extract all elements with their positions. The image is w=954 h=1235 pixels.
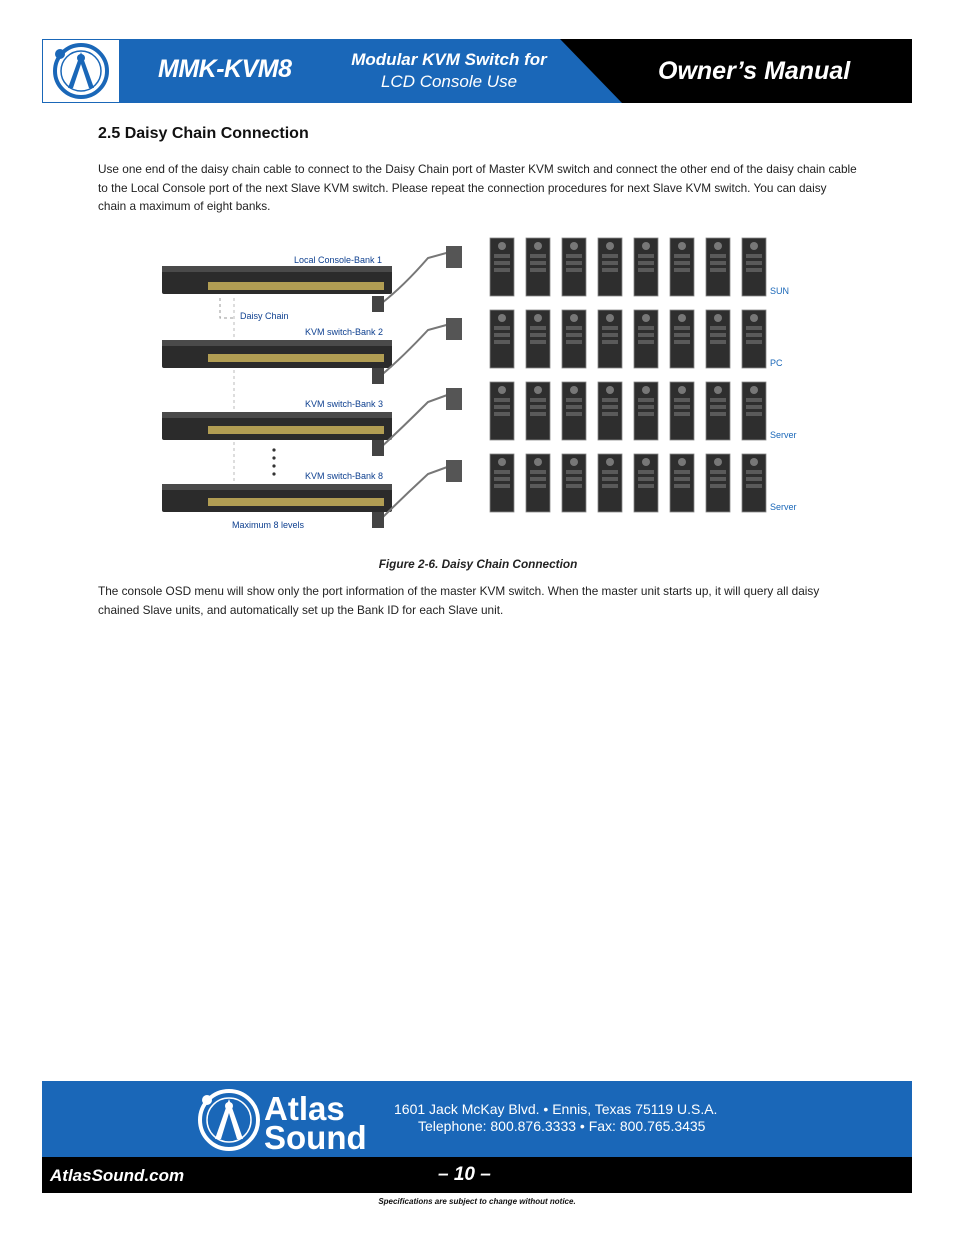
- tower-computer-icon: [562, 310, 586, 368]
- osd-paragraph: The console OSD menu will show only the port information of the master KVM switch. When the master unit starts up, it will query all daisy chained Slave units, and automatically set up the Bank ID for each Slave unit.: [98, 584, 820, 617]
- tower-computer-icon: [742, 310, 766, 368]
- tower-computer-icon: [526, 454, 550, 512]
- page-header: [42, 39, 912, 103]
- brand-sound: Sound: [264, 1119, 367, 1153]
- computer-towers: [490, 238, 766, 512]
- intro-paragraph: Use one end of the daisy chain cable to connect to the Daisy Chain port of Master KVM switch and connect the other end of the daisy chain cable to the Local Console port of the next Slave KVM switch. Please repeat the connection procedures for next Slave KVM switch. You can daisy chain a maximum of eight banks.: [98, 162, 857, 213]
- tower-computer-icon: [670, 382, 694, 440]
- tower-computer-icon: [562, 238, 586, 296]
- tower-computer-icon: [742, 382, 766, 440]
- row-label-server-2: Server: [770, 502, 797, 512]
- tower-computer-icon: [706, 310, 730, 368]
- label-max-levels: Maximum 8 levels: [232, 520, 305, 530]
- tower-computer-icon: [526, 238, 550, 296]
- tower-computer-icon: [670, 454, 694, 512]
- label-bank1: Local Console-Bank 1: [294, 255, 383, 265]
- model-subtitle-line2: LCD Console Use: [380, 72, 518, 91]
- row-label-sun: SUN: [770, 286, 790, 296]
- footer-website[interactable]: AtlasSound.com: [50, 1166, 185, 1185]
- section-heading: 2.5 Daisy Chain Connection: [98, 125, 309, 142]
- tower-computer-icon: [634, 238, 658, 296]
- atlas-sound-a-logo-icon: [200, 1091, 258, 1149]
- tower-computer-icon: [526, 310, 550, 368]
- kvm-unit-bank1: [162, 266, 392, 294]
- atlas-sound-a-logo-icon: [50, 42, 112, 100]
- label-bank8: KVM switch-Bank 8: [305, 471, 384, 481]
- kvm-unit-bank3: [162, 412, 392, 440]
- atlas-sound-brand-logo: [196, 1087, 390, 1153]
- tower-computer-icon: [490, 238, 514, 296]
- model-subtitle-line1: Modular KVM Switch for: [351, 50, 547, 69]
- kvm-unit-bank8: [162, 484, 392, 512]
- tower-computer-icon: [490, 382, 514, 440]
- tower-computer-icon: [562, 382, 586, 440]
- tower-computer-icon: [706, 382, 730, 440]
- model-title: MMK-KVM8: [158, 55, 292, 83]
- footer-disclaimer: Specifications are subject to change without notice.: [378, 1197, 576, 1206]
- footer-address: 1601 Jack McKay Blvd. • Ennis, Texas 75119 U.S.A.: [394, 1101, 718, 1117]
- tower-computer-icon: [490, 310, 514, 368]
- daisy-chain-diagram: [150, 228, 810, 548]
- page-number: – 10 –: [438, 1164, 491, 1185]
- manual-title: Owner’s Manual: [658, 57, 851, 85]
- tower-computer-icon: [598, 310, 622, 368]
- tower-computer-icon: [490, 454, 514, 512]
- tower-computer-icon: [742, 454, 766, 512]
- label-bank2: KVM switch-Bank 2: [305, 327, 384, 337]
- label-bank3: KVM switch-Bank 3: [305, 399, 384, 409]
- tower-computer-icon: [562, 454, 586, 512]
- tower-computer-icon: [706, 454, 730, 512]
- tower-computer-icon: [598, 382, 622, 440]
- brand-atlas: Atlas: [264, 1090, 345, 1127]
- tower-computer-icon: [706, 238, 730, 296]
- row-label-pc: PC: [770, 358, 783, 368]
- kvm-unit-bank2: [162, 340, 392, 368]
- tower-computer-icon: [598, 454, 622, 512]
- tower-computer-icon: [634, 454, 658, 512]
- tower-computer-icon: [670, 238, 694, 296]
- tower-computer-icon: [670, 310, 694, 368]
- tower-computer-icon: [634, 382, 658, 440]
- tower-computer-icon: [526, 382, 550, 440]
- tower-computer-icon: [742, 238, 766, 296]
- figure-caption: Figure 2-6. Daisy Chain Connection: [378, 557, 578, 571]
- label-daisy-chain: Daisy Chain: [240, 311, 289, 321]
- footer-phone-fax: Telephone: 800.876.3333 • Fax: 800.765.3435: [418, 1118, 706, 1134]
- row-label-server-1: Server: [770, 430, 797, 440]
- tower-computer-icon: [598, 238, 622, 296]
- tower-computer-icon: [634, 310, 658, 368]
